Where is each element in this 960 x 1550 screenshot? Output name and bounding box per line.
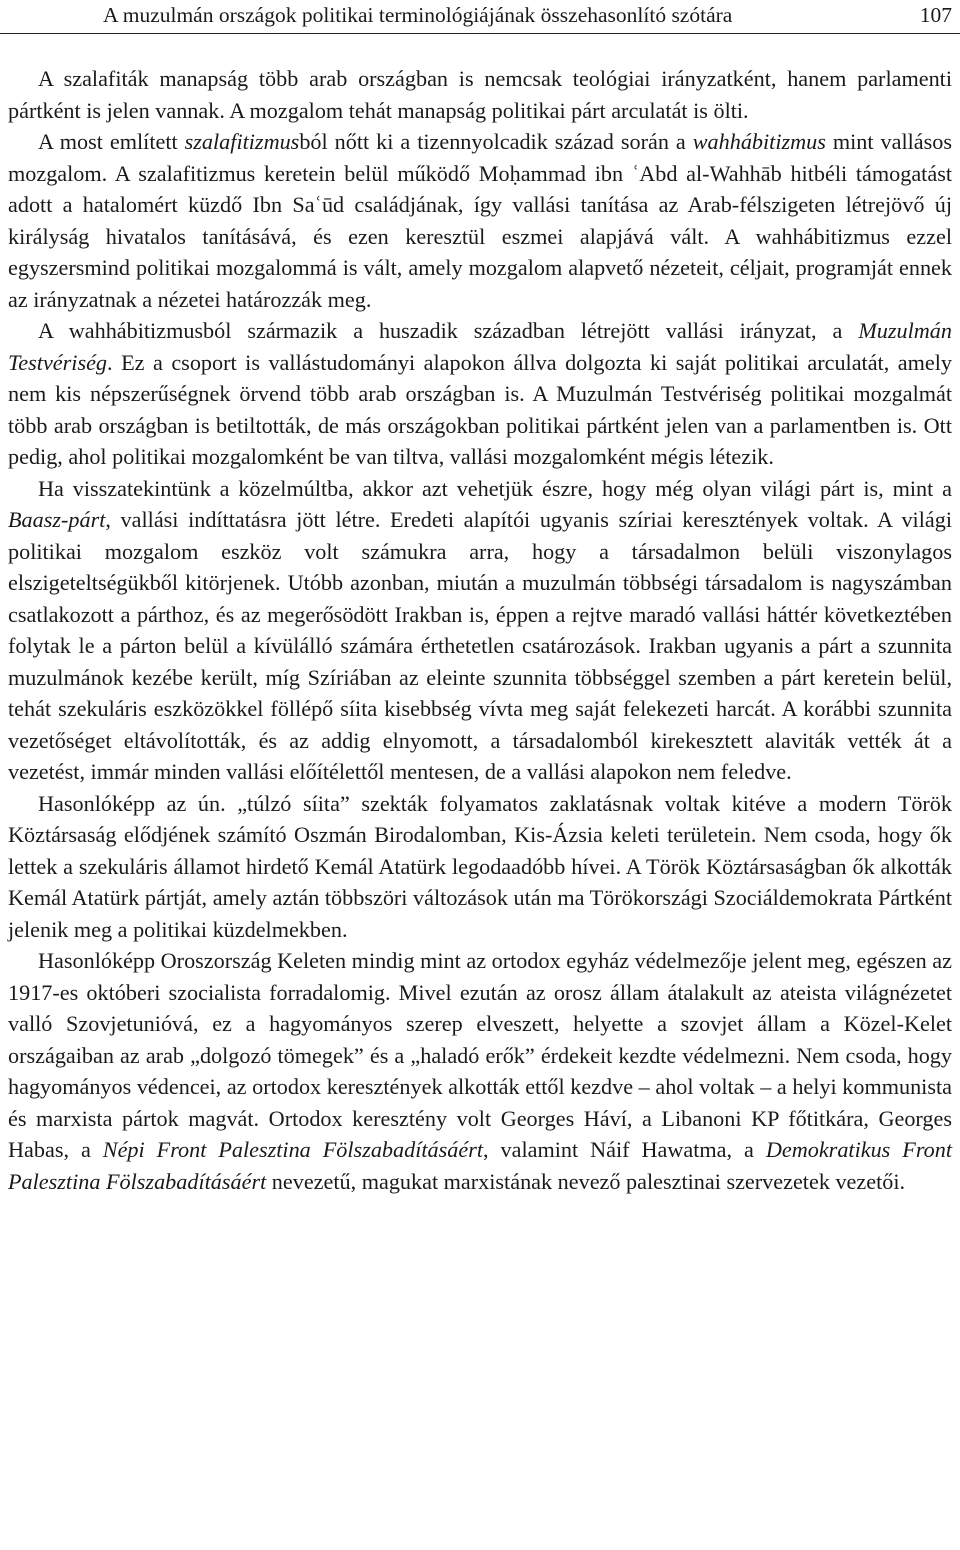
term-wahhabitizmus: wahhábitizmus bbox=[692, 129, 826, 154]
term-nepi-front: Népi Front Palesztina Fölszabadításáért bbox=[102, 1137, 483, 1162]
running-header bbox=[0, 0, 960, 34]
text-run: Hasonlóképp Oroszország Keleten mindig mint az ortodox egyház védelmezője jelent meg, egészen az 1917-es októberi szocialista forradalomig. Mivel ezután az orosz állam átalakult az ateista világnézetet valló Szovjetunióvá, ez a hagyományos szerep elveszett, helyette a szovjet állam a Közel-Kelet országaiban az arab „dolgozó tömegek” és a „haladó erők” érdekeit kezdte védelmezni. Nem csoda, hogy hagyományos védencei, az ortodox keresztények alkották ettől kezdve – ahol voltak – a helyi kommunista és marxista pártok magvát. Ortodox keresztény volt Georges Háví, a Libanoni KP főtitkára, Georges Habas, a bbox=[8, 948, 952, 1162]
paragraph-2 bbox=[8, 126, 952, 315]
term-muzulman-testveriseg: Muzulmán Testvériség bbox=[8, 318, 952, 375]
paragraph-1 bbox=[8, 63, 952, 126]
text-run: mint vallásos mozgalom. A szalafitizmus keretein belül működő Moḥammad ibn ʿAbd al-Wahhāb hitbéli támogatást adott a hatalomért küzdő Ibn Saʿūd családjának, így vallási tanítása az Arab-félszigeten létrejövő új királyság hivatalos tanításává, és ezen keresztül eszmei alapjává vált. A wahhábitizmus ezzel egyszersmind politikai mozgalommá is vált, amely mozgalom alapvető nézeteit, céljait, programját ennek az irányzatnak a nézetei határozzák meg. bbox=[8, 129, 952, 312]
page-number: 107 bbox=[919, 3, 952, 27]
text-run: ból nőtt ki a tizennyolcadik század során a bbox=[299, 129, 693, 154]
running-title: A muzulmán országok politikai terminológiájának összehasonlító szótára bbox=[103, 3, 733, 27]
text-run: , valamint Náif Hawatma, a bbox=[483, 1137, 766, 1162]
text-run: , vallási indíttatásra jött létre. Eredeti alapítói ugyanis szíriai keresztények voltak. A világi politikai mozgalom eszköz volt számukra arra, hogy a társadalmon belüli viszonylagos elszigeteltségükből kitörjenek. Utóbb azonban, miután a muzulmán többségi társadalom is nagyszámban csatlakozott a párthoz, és az megerősödött Irakban is, éppen a rejtve maradó vallási háttér következtében folytak le a párton belül a kívülálló számára érthetetlen csatározások. Irakban ugyanis a párt a szunnita muzulmánok kezébe került, míg Szíriában az eleinte szunnita többséggel szemben a párt keretein belül, tehát szekuláris eszközökkel föllépő síita kisebbség vívta meg saját felekezeti harcát. A korábbi szunnita vezetőséget eltávolították, és az addig elnyomott, a társadalomból kirekesztett alaviták vették át a vezetést, immár minden vallási előítélettől mentesen, de a vallási alapokon nem feledve. bbox=[8, 507, 952, 784]
text-run: A most említett bbox=[38, 129, 185, 154]
text-run: . Ez a csoport is vallástudományi alapokon állva dolgozta ki saját politikai arculatát, amely nem kis népszerűségnek örvend több arab országban is. A Muzulmán Testvériség politikai mozgalmát több arab országban is betiltották, de más országokban politikai pártként jelen van a parlamentben is. Ott pedig, ahol politikai mozgalomként be van tiltva, vallási mozgalomként mégis létezik. bbox=[8, 349, 952, 469]
term-szalafitizmus: szalafitizmus bbox=[184, 129, 300, 154]
body-text bbox=[8, 63, 952, 1197]
text-run: A szalafiták manapság több arab országban is nemcsak teológiai irányzatként, hanem parlamenti pártként is jelen vannak. A mozgalom tehát manapság politikai párt arculatát is ölti. bbox=[8, 66, 952, 123]
paragraph-3 bbox=[8, 315, 952, 473]
term-baasz-part: Baasz-párt bbox=[8, 507, 106, 532]
paragraph-5 bbox=[8, 788, 952, 946]
paragraph-4 bbox=[8, 473, 952, 788]
text-run: Hasonlóképp az ún. „túlzó síita” szekták folyamatos zaklatásnak voltak kitéve a modern Török Köztársaság elődjének számító Oszmán Birodalomban, Kis-Ázsia keleti területein. Nem csoda, hogy ők lettek a szekuláris államot hirdető Kemál Atatürk legodaadóbb hívei. A Török Köztársaságban ők alkották Kemál Atatürk pártját, amely aztán többszöri változások után ma Törökországi Szociáldemokrata Pártként jelenik meg a politikai küzdelmekben. bbox=[8, 790, 952, 942]
text-run: Ha visszatekintünk a közelmúltba, akkor azt vehetjük észre, hogy még olyan világi párt is, mint a bbox=[38, 475, 952, 501]
paragraph-6 bbox=[8, 945, 952, 1197]
text-run: nevezetű, magukat marxistának nevező palesztinai szervezetek vezetői. bbox=[266, 1168, 906, 1194]
text-run: A wahhábitizmusból származik a huszadik században létrejött vallási irányzat, a bbox=[38, 318, 859, 343]
term-demokratikus-front: Demokratikus Front Palesztina Fölszabadításáért bbox=[8, 1137, 952, 1194]
